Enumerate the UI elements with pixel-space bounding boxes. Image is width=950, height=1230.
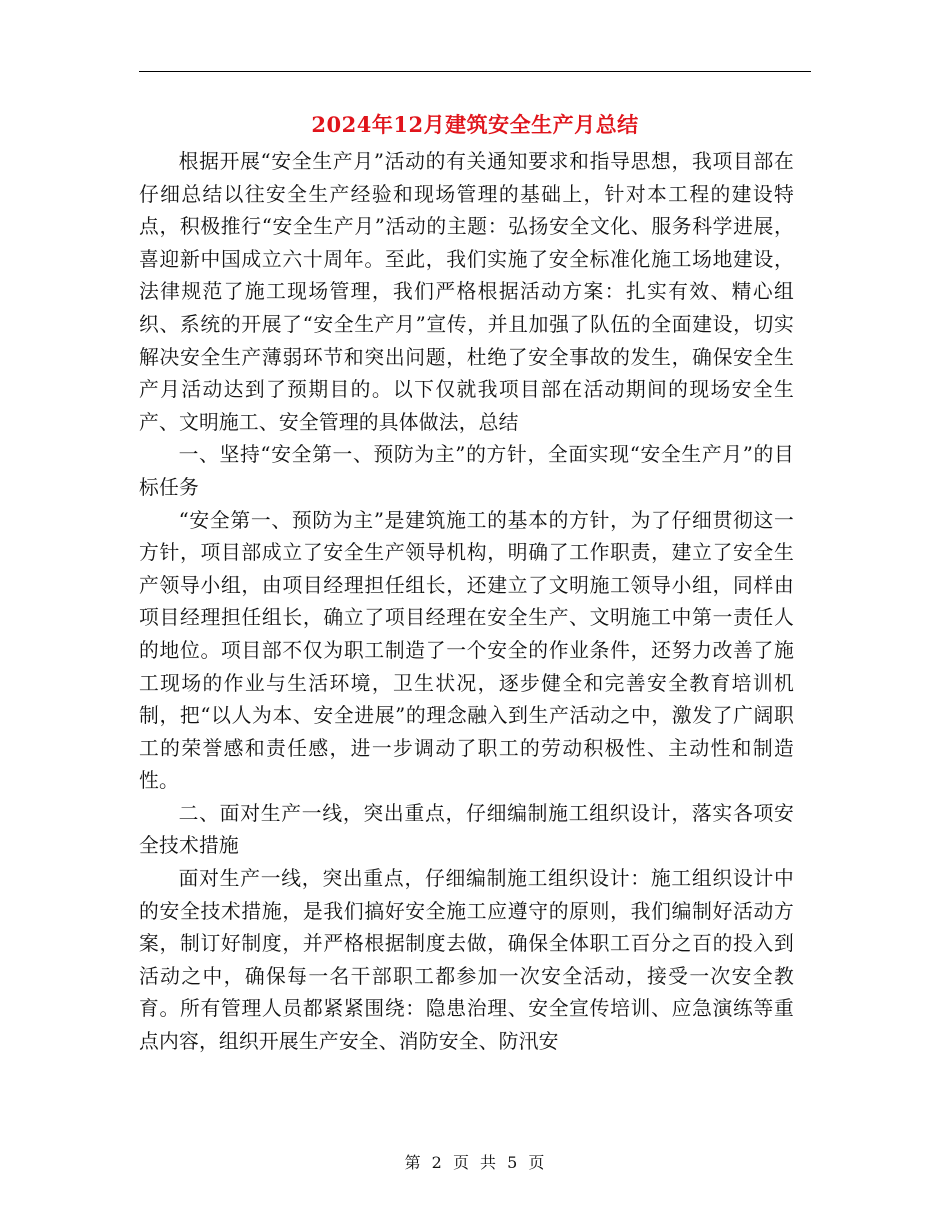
paragraph-intro: 根据开展“安全生产月”活动的有关通知要求和指导思想，我项目部在仔细总结以往安全生产经验和现场管理的基础上，针对本工程的建设特点，积极推行“安全生产月”活动的主题：弘扬安全文化、服务科学进展，喜迎新中国成立六十周年。至此，我们实施了安全标准化施工场地建设，法律规范了施工现场管理，我们严格根据活动方案：扎实有效、精心组织、系统的开展了“安全生产月”宣传，并且加强了队伍的全面建设，切实解决安全生产薄弱环节和突出问题，杜绝了安全事故的发生，确保安全生产月活动达到了预期目的。以下仅就我项目部在活动期间的现场安全生产、文明施工、安全管理的具体做法，总结 [139, 150, 794, 434]
section-heading-2: 二、面对生产一线，突出重点，仔细编制施工组织设计，落实各项安全技术措施 [139, 801, 794, 858]
page-number: 第 2 页 共 5 页 [404, 1153, 546, 1172]
section-heading-1: 一、坚持“安全第一、预防为主”的方针，全面实现“安全生产月”的目标任务 [139, 443, 794, 499]
header-rule [139, 71, 811, 72]
paragraph-section-1: “安全第一、预防为主”是建筑施工的基本的方针，为了仔细贯彻这一方针，项目部成立了安全生产领导机构，明确了工作职责，建立了安全生产领导小组，由项目经理担任组长，还建立了文明施工领导小组，同样由项目经理担任组长，确立了项目经理在安全生产、文明施工中第一责任人的地位。项目部不仅为职工制造了一个安全的作业条件，还努力改善了施工现场的作业与生活环境，卫生状况，逐步健全和完善安全教育培训机制，把“以人为本、安全进展”的理念融入到生产活动之中，激发了广阔职工的荣誉感和责任感，进一步调动了职工的劳动积极性、主动性和制造性。 [139, 508, 794, 793]
document-body [139, 146, 794, 1059]
document-title: 2024年12月建筑安全生产月总结 [311, 112, 639, 137]
paragraph-section-2: 面对生产一线，突出重点，仔细编制施工组织设计：施工组织设计中的安全技术措施，是我们搞好安全施工应遵守的原则，我们编制好活动方案，制订好制度，并严格根据制度去做，确保全体职工百分之百的投入到活动之中，确保每一名干部职工都参加一次安全活动，接受一次安全教育。所有管理人员都紧紧围绕：隐患治理、安全宣传培训、应急演练等重点内容，组织开展生产安全、消防安全、防汛安 [139, 867, 794, 1054]
